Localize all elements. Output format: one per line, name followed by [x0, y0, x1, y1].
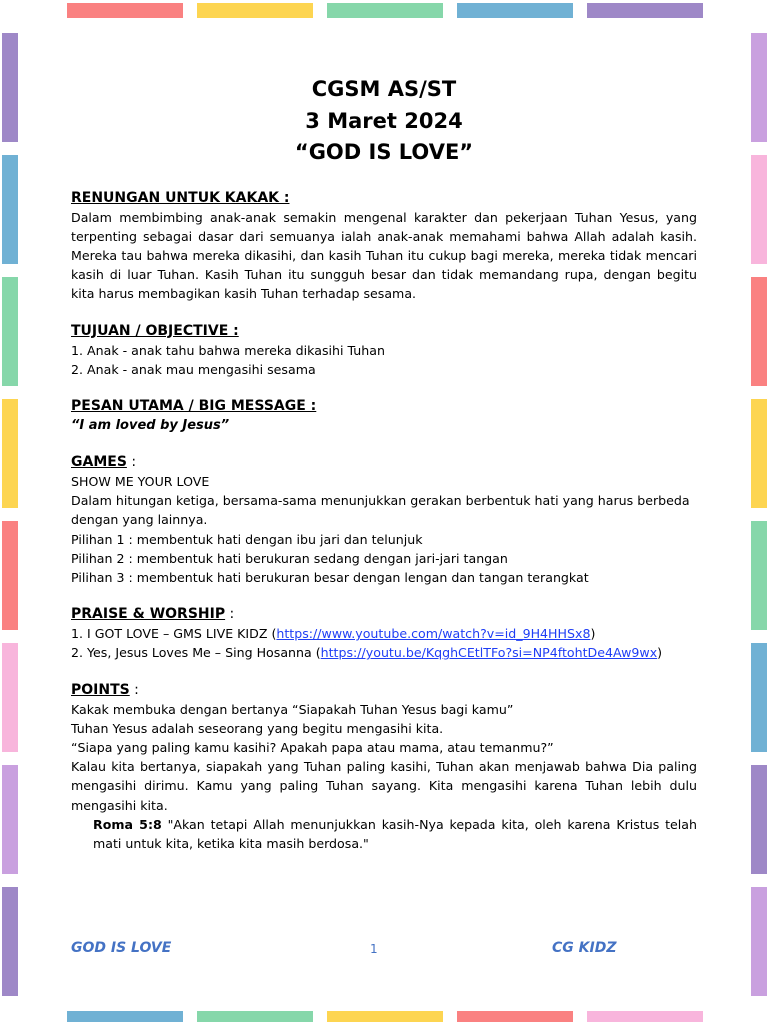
game-option: Pilihan 1 : membentuk hati dengan ibu jari dan telunjuk — [71, 531, 423, 547]
left-bar-1 — [2, 33, 18, 142]
top-bar-4 — [457, 3, 573, 18]
title-line-1: CGSM AS/ST — [311, 77, 457, 101]
left-bar-8 — [2, 887, 18, 996]
top-bar-3 — [327, 3, 443, 18]
points-heading: POINTS — [71, 681, 130, 698]
right-bar-4 — [751, 399, 767, 508]
points-line: Kakak membuka dengan bertanya “Siapakah Tuhan Yesus bagi kamu” — [71, 701, 514, 717]
bottom-bar-3 — [327, 1011, 443, 1022]
song-close: ) — [657, 645, 663, 661]
song-item — [71, 624, 697, 643]
title-date: 3 Maret 2024 — [305, 108, 463, 133]
section-games — [71, 453, 697, 587]
right-bar-7 — [751, 765, 767, 874]
games-colon: : — [126, 453, 137, 470]
left-bar-2 — [2, 155, 18, 264]
right-bar-6 — [751, 643, 767, 752]
games-heading: GAMES — [71, 453, 127, 470]
song-link[interactable]: https://youtu.be/KqghCEtlTFo?si=NP4ftohtDe4Aw9wx — [320, 645, 658, 661]
right-bar-3 — [751, 277, 767, 386]
section-points — [71, 681, 697, 854]
top-bar-1 — [67, 3, 183, 18]
bible-verse — [71, 815, 697, 853]
praise-heading: PRAISE & WORSHIP — [71, 606, 226, 623]
points-colon: : — [129, 681, 139, 698]
renungan-text: Dalam membimbing anak-anak semakin mengenal karakter dan pekerjaan Tuhan Yesus, yang terpenting sebagai dasar dari semuanya ialah anak-anak memahami bahwa Allah adalah kasih. Mereka tau bahwa mereka dikasihi, dan kasih Tuhan itu cukup bagi mereka, mereka tidak mencari kasih di luar Tuhan. Kasih Tuhan itu sungguh besar dan tidak memandang rupa, dengan begitu kita harus membagikan kasih Tuhan terhadap sesama. — [71, 209, 697, 302]
right-bar-2 — [751, 155, 767, 264]
game-option: Pilihan 3 : membentuk hati berukuran besar dengan lengan dan tangan terangkat — [71, 569, 589, 585]
section-tujuan — [71, 322, 697, 379]
right-bar-5 — [751, 521, 767, 630]
left-bar-3 — [2, 277, 18, 386]
bottom-bar-5 — [587, 1011, 703, 1022]
renungan-heading: RENUNGAN UNTUK KAKAK : — [71, 189, 290, 206]
praise-colon: : — [225, 606, 235, 623]
right-bar-8 — [751, 887, 767, 996]
title-theme: “GOD IS LOVE” — [294, 140, 474, 164]
verse-text: "Akan tetapi Allah menunjukkan kasih-Nya kepada kita, oleh karena Kristus telah mati untuk kita, ketika kita masih berdosa." — [93, 816, 698, 851]
left-bar-5 — [2, 521, 18, 630]
points-line: Tuhan Yesus adalah seseorang yang begitu mengasihi kita. — [71, 720, 444, 736]
big-message: “I am loved by Jesus” — [71, 417, 230, 433]
tujuan-heading: TUJUAN / OBJECTIVE : — [71, 322, 239, 339]
section-pesan — [71, 397, 697, 435]
pesan-heading: PESAN UTAMA / BIG MESSAGE : — [71, 397, 317, 414]
tujuan-item: 2. Anak - anak mau mengasihi sesama — [71, 361, 316, 377]
song-item — [71, 643, 697, 662]
song-title: 2. Yes, Jesus Loves Me – Sing Hosanna ( — [71, 645, 321, 661]
footer-left: GOD IS LOVE — [71, 940, 172, 956]
bottom-bar-2 — [197, 1011, 313, 1022]
section-renungan — [71, 189, 697, 304]
verse-reference: Roma 5:8 — [93, 816, 162, 832]
top-bar-5 — [587, 3, 703, 18]
song-title: 1. I GOT LOVE – GMS LIVE KIDZ ( — [71, 626, 277, 642]
footer-right: CG KIDZ — [552, 940, 617, 956]
song-link[interactable]: https://www.youtube.com/watch?v=id_9H4HHSx8 — [276, 626, 591, 642]
points-line: “Siapa yang paling kamu kasihi? Apakah papa atau mama, atau temanmu?” — [71, 739, 554, 755]
game-name: SHOW ME YOUR LOVE — [71, 473, 210, 489]
section-praise — [71, 605, 697, 662]
right-bar-1 — [751, 33, 767, 142]
bottom-bar-1 — [67, 1011, 183, 1022]
bottom-bar-4 — [457, 1011, 573, 1022]
title-block — [71, 74, 697, 169]
game-description: Dalam hitungan ketiga, bersama-sama menunjukkan gerakan berbentuk hati yang harus berbeda dengan yang lainnya. — [71, 493, 690, 528]
left-bar-4 — [2, 399, 18, 508]
game-option: Pilihan 2 : membentuk hati berukuran sedang dengan jari-jari tangan — [71, 550, 508, 566]
document-page — [71, 74, 697, 853]
footer-page-number: 1 — [370, 942, 378, 956]
song-close: ) — [590, 626, 596, 642]
left-bar-6 — [2, 643, 18, 752]
points-paragraph: Kalau kita bertanya, siapakah yang Tuhan paling kasihi, Tuhan akan menjawab bahwa Dia paling mengasihi dirimu. Kamu yang paling Tuhan sayang. Kita mengasihi karena Tuhan lebih dulu mengasihi kita. — [71, 759, 697, 813]
top-bar-2 — [197, 3, 313, 18]
tujuan-item: 1. Anak - anak tahu bahwa mereka dikasihi Tuhan — [71, 342, 385, 358]
left-bar-7 — [2, 765, 18, 874]
